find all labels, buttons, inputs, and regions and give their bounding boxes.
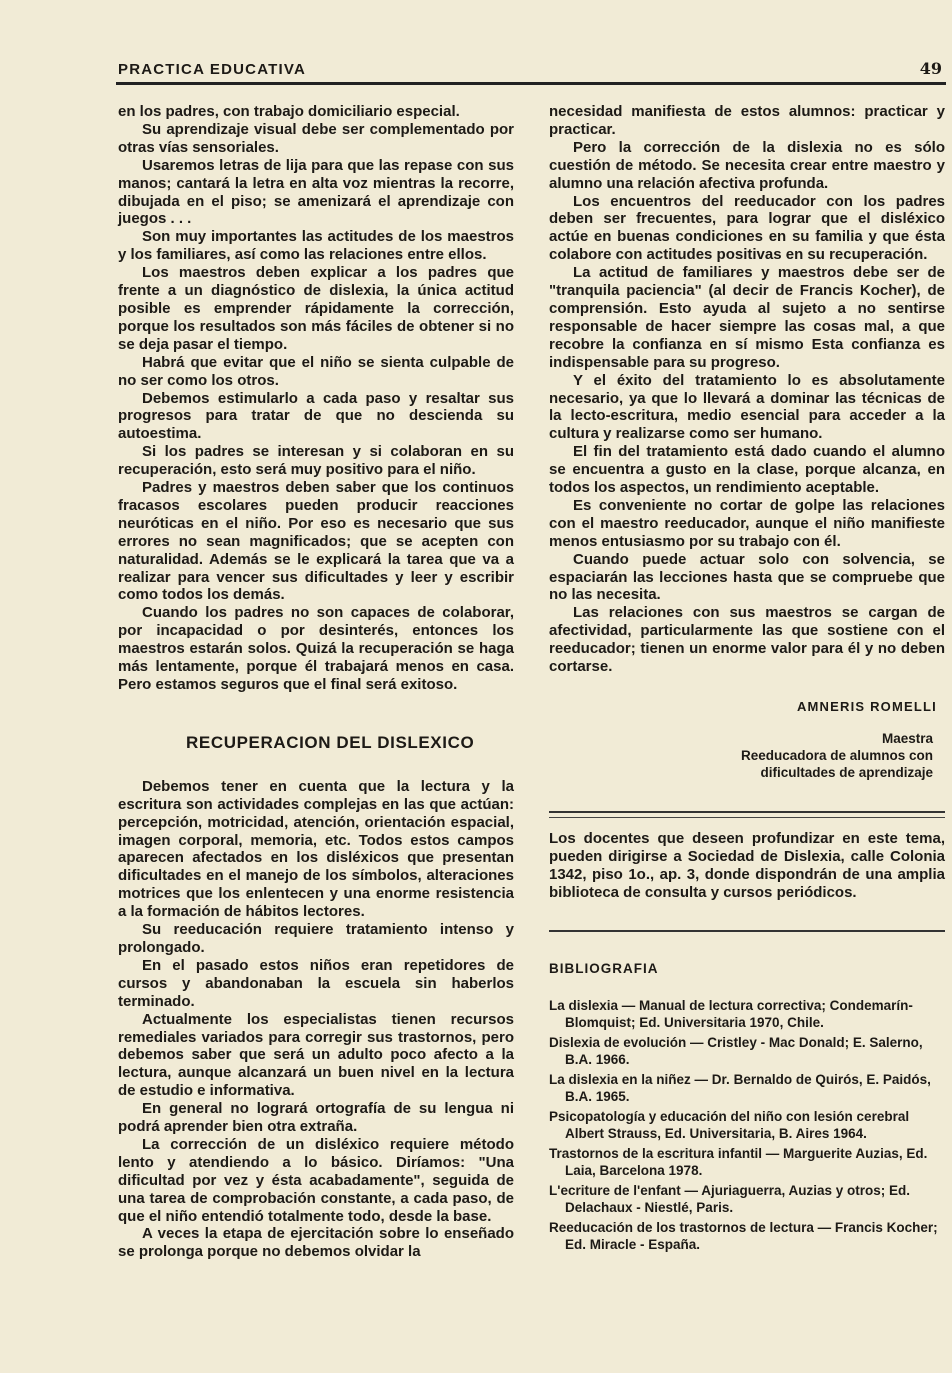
bibliography-item: La dislexia — Manual de lectura correctiva; Condemarín-Blomquist; Ed. Universitaria 1970, Chile. bbox=[549, 998, 913, 1031]
right-column bbox=[549, 103, 945, 1256]
paragraph: La corrección de un disléxico requiere método lento y atendiendo a lo básico. Diríamos: "Una dificultad por vez y ésta acabadamente", seguida de una tarea de comprobación constante, a cada paso, de que el niño entendió totalmente todo, desde la base. bbox=[118, 1135, 514, 1225]
author-role-line: dificultades de aprendizaje bbox=[760, 764, 933, 780]
page-number: 49 bbox=[919, 59, 942, 78]
paragraph: Debemos tener en cuenta que la lectura y la escritura son actividades complejas en las que actúan: percepción, motricidad, atención, orientación espacial, imagen corporal, memoria, etc. Todos estos campos aparecen afectados en los disléxicos que presentan dificultades en el manejo de los símbolos, alteraciones motrices que los enlentecen y una enorme resistencia a la formación de hábitos lectores. bbox=[118, 777, 514, 921]
bibliography-item: Dislexia de evolución — Cristley - Mac Donald; E. Salerno, B.A. 1966. bbox=[549, 1035, 923, 1068]
paragraph: A veces la etapa de ejercitación sobre lo enseñado se prolonga porque no debemos olvidar la bbox=[118, 1225, 514, 1261]
paragraph: En el pasado estos niños eran repetidores de cursos y abandonaban la escuela sin haberlos terminado. bbox=[118, 956, 514, 1010]
paragraph: Actualmente los especialistas tienen recursos remediales variados para corregir sus trastornos, pero debemos saber que será un adulto poco afecto a la lectura, aunque alcanzará un buen nivel en la lectura de estudio e informativa. bbox=[118, 1010, 514, 1100]
bibliography-heading: BIBLIOGRAFIA bbox=[549, 960, 659, 976]
paragraph: necesidad manifiesta de estos alumnos: practicar y practicar. bbox=[549, 103, 945, 138]
page-header bbox=[116, 58, 946, 85]
divider bbox=[549, 930, 945, 932]
author-role-line: Reeducadora de alumnos con bbox=[740, 747, 933, 763]
section-title: PRACTICA EDUCATIVA bbox=[118, 61, 306, 78]
paragraph: Los encuentros del reeducador con los padres deben ser frecuentes, para lograr que el disléxico actúe en buenas condiciones en su familia y que ésta colabore con actitudes positivas en su recuperación. bbox=[549, 192, 945, 264]
author-role bbox=[549, 730, 945, 781]
paragraph: en los padres, con trabajo domiciliario especial. bbox=[118, 103, 460, 120]
paragraph: Es conveniente no cortar de golpe las relaciones con el maestro reeducador, aunque el niño manifieste menos entusiasmo por su trabajo con él. bbox=[549, 496, 945, 550]
paragraph: En general no logrará ortografía de su lengua ni podrá aprender bien otra extraña. bbox=[118, 1100, 514, 1136]
divider bbox=[549, 817, 945, 818]
bibliography-item: La dislexia en la niñez — Dr. Bernaldo de Quirós, E. Paidós, B.A. 1965. bbox=[549, 1072, 931, 1105]
paragraph: Pero la corrección de la dislexia no es sólo cuestión de método. Se necesita crear entre maestro y alumno una relación afectiva profunda. bbox=[549, 138, 945, 192]
paragraph: Debemos estimularlo a cada paso y resaltar sus progresos para tratar de que no descienda su autoestima. bbox=[118, 389, 514, 443]
paragraph: El fin del tratamiento está dado cuando el alumno se encuentra a gusto en la clase, porque alcanza, en todos los aspectos, un rendimiento aceptable. bbox=[549, 443, 945, 497]
paragraph: Usaremos letras de lija para que las repase con sus manos; cantará la letra en alta voz mientras la recorre, dibujada en el piso; se amenizará el aprendizaje con juegos . . . bbox=[118, 156, 514, 228]
divider bbox=[549, 811, 945, 813]
bibliography-list bbox=[549, 997, 945, 1253]
section-heading: RECUPERACION DEL DISLEXICO bbox=[186, 732, 475, 752]
paragraph: Son muy importantes las actitudes de los maestros y los familiares, así como las relaciones entre ellos. bbox=[118, 228, 514, 264]
author-name: AMNERIS ROMELLI bbox=[796, 699, 937, 714]
paragraph: Cuando los padres no son capaces de colaborar, por incapacidad o por desinterés, entonces los maestros estarán solos. Quizá la recuperación se haga más lentamente, porque él trabajará menos en casa. Pero estamos seguros que el final será exitoso. bbox=[118, 604, 514, 693]
bibliography-item: Trastornos de la escritura infantil — Marguerite Auzias, Ed. Laia, Barcelona 1978. bbox=[549, 1146, 928, 1179]
paragraph: Padres y maestros deben saber que los continuos fracasos escolares pueden producir reacciones neuróticas en el niño. Por eso es necesario que sus errores no sean magnificados; que se acepten con naturalidad. Además se le explicará la tarea que va a realizar para vencer sus dificultades y leer y escribir como todos los demás. bbox=[118, 479, 514, 604]
paragraph: Cuando puede actuar solo con solvencia, se espaciarán las lecciones hasta que se compruebe que no las necesita. bbox=[549, 550, 945, 604]
left-column bbox=[118, 103, 514, 1261]
paragraph: Y el éxito del tratamiento lo es absolutamente necesario, ya que lo llevará a dominar las técnicas de la lecto-escritura, medio esencial para acceder a la cultura y realizarse como ser humano. bbox=[549, 371, 945, 443]
bibliography-item: Reeducación de los trastornos de lectura — Francis Kocher; Ed. Miracle - España. bbox=[549, 1220, 938, 1253]
paragraph: Su aprendizaje visual debe ser complementado por otras vías sensoriales. bbox=[118, 120, 514, 156]
notice-text: Los docentes que deseen profundizar en este tema, pueden dirigirse a Sociedad de Dislexia, calle Colonia 1342, piso 1o., ap. 3, donde dispondrán de una amplia biblioteca de consulta y cursos periódicos. bbox=[549, 829, 945, 901]
author-role-line: Maestra bbox=[881, 730, 933, 746]
paragraph: Su reeducación requiere tratamiento intenso y prolongado. bbox=[118, 921, 514, 956]
paragraph: Las relaciones con sus maestros se cargan de afectividad, particularmente las que sostiene con el reeducador; tienen un enorme valor para él y no deben cortarse. bbox=[549, 604, 945, 676]
paragraph: Habrá que evitar que el niño se sienta culpable de no ser como los otros. bbox=[118, 353, 514, 389]
bibliography-item: L'ecriture de l'enfant — Ajuriaguerra, Auzias y otros; Ed. Delachaux - Niestlé, Paris. bbox=[549, 1183, 910, 1216]
paragraph: Los maestros deben explicar a los padres que frente a un diagnóstico de dislexia, la única actitud posible es emprender rápidamente la corrección, porque los resultados son más fáciles de obtener si no se deja pasar el tiempo. bbox=[118, 264, 514, 353]
author-signature bbox=[549, 698, 945, 781]
bibliography-item: Psicopatología y educación del niño con lesión cerebral Albert Strauss, Ed. Universitaria, B. Aires 1964. bbox=[549, 1109, 910, 1142]
paragraph: Si los padres se interesan y si colaboran en su recuperación, esto será muy positivo para el niño. bbox=[118, 443, 514, 479]
paragraph: La actitud de familiares y maestros debe ser de "tranquila paciencia" (al decir de Francis Kocher), de comprensión. Esto ayuda al sujeto a no sentirse responsable de hacer siempre las cosas mal, a que recobre la confianza en sí mismo Esta confianza es indispensable para su progreso. bbox=[549, 264, 945, 371]
notice-box bbox=[549, 830, 945, 908]
